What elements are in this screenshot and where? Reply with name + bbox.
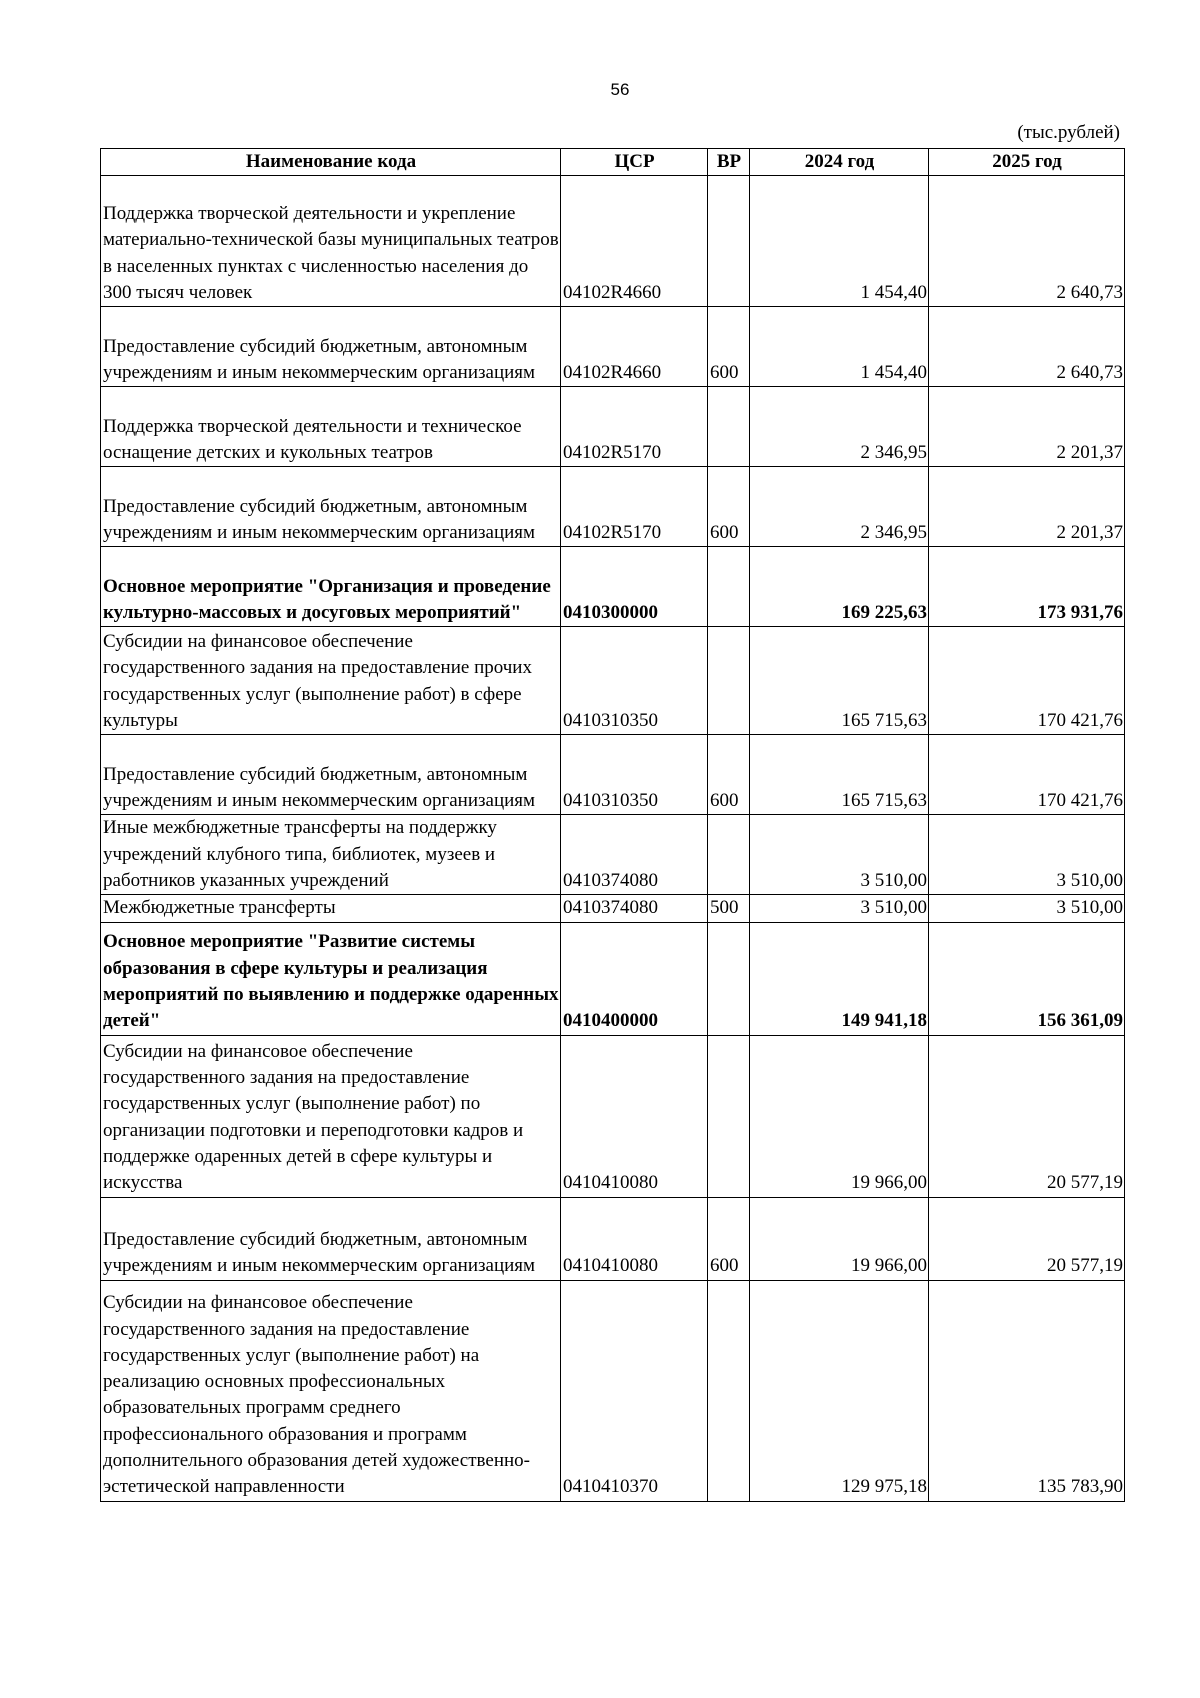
row-name: Иные межбюджетные трансферты на поддержку учреждений клубного типа, библиотек, музеев и работников указанных учреждений xyxy=(101,815,561,895)
row-csr: 04102R4660 xyxy=(561,307,708,387)
table-row xyxy=(101,1197,1125,1280)
row-2025: 2 640,73 xyxy=(929,307,1125,387)
row-vr xyxy=(708,547,750,627)
page-number: 56 xyxy=(610,80,630,99)
row-vr xyxy=(708,815,750,895)
table-row xyxy=(101,547,1125,627)
table-row xyxy=(101,1035,1125,1197)
row-2024: 19 966,00 xyxy=(750,1035,929,1197)
row-name: Субсидии на финансовое обеспечение государственного задания на предоставление государственных услуг (выполнение работ) по организации подготовки и переподготовки кадров и поддержке одаренных детей в сфере культуры и искусства xyxy=(101,1035,561,1197)
row-2024: 149 941,18 xyxy=(750,922,929,1035)
table-row xyxy=(101,895,1125,922)
row-2024: 169 225,63 xyxy=(750,547,929,627)
row-2025: 20 577,19 xyxy=(929,1035,1125,1197)
row-2025: 156 361,09 xyxy=(929,922,1125,1035)
header-row xyxy=(101,149,1125,176)
row-name: Основное мероприятие "Организация и проведение культурно-массовых и досуговых мероприятий" xyxy=(101,547,561,627)
row-vr: 600 xyxy=(708,1197,750,1280)
units-label: (тыс.рублей) xyxy=(1017,122,1120,143)
row-name: Субсидии на финансовое обеспечение государственного задания на предоставление государственных услуг (выполнение работ) на реализацию основных профессиональных образовательных программ среднего профессионального образования и программ дополнительного образования детей художественно-эстетической направленности xyxy=(101,1280,561,1501)
table-row xyxy=(101,1280,1125,1501)
row-csr: 0410374080 xyxy=(561,815,708,895)
row-name: Предоставление субсидий бюджетным, автономным учреждениям и иным некоммерческим организациям xyxy=(101,735,561,815)
row-csr: 0410400000 xyxy=(561,922,708,1035)
row-name: Поддержка творческой деятельности и укрепление материально-технической базы муниципальных театров в населенных пунктах с численностью населения до 300 тысяч человек xyxy=(101,176,561,307)
table-row xyxy=(101,815,1125,895)
row-name: Предоставление субсидий бюджетным, автономным учреждениям и иным некоммерческим организациям xyxy=(101,1197,561,1280)
row-csr: 04102R5170 xyxy=(561,467,708,547)
row-csr: 0410310350 xyxy=(561,735,708,815)
table-body xyxy=(101,176,1125,1501)
row-2025: 2 201,37 xyxy=(929,387,1125,467)
row-vr xyxy=(708,387,750,467)
row-vr: 600 xyxy=(708,735,750,815)
row-csr: 0410410370 xyxy=(561,1280,708,1501)
table-row xyxy=(101,387,1125,467)
row-csr: 0410410080 xyxy=(561,1197,708,1280)
row-csr: 0410300000 xyxy=(561,547,708,627)
row-vr: 600 xyxy=(708,307,750,387)
row-2024: 19 966,00 xyxy=(750,1197,929,1280)
row-vr: 600 xyxy=(708,467,750,547)
row-name: Предоставление субсидий бюджетным, автономным учреждениям и иным некоммерческим организациям xyxy=(101,307,561,387)
header-vr: ВР xyxy=(708,149,750,176)
row-2025: 173 931,76 xyxy=(929,547,1125,627)
row-2025: 170 421,76 xyxy=(929,627,1125,735)
row-vr xyxy=(708,1035,750,1197)
header-csr: ЦСР xyxy=(561,149,708,176)
row-name: Межбюджетные трансферты xyxy=(101,895,561,922)
table-row xyxy=(101,307,1125,387)
row-csr: 04102R4660 xyxy=(561,176,708,307)
header-2024: 2024 год xyxy=(750,149,929,176)
header-name: Наименование кода xyxy=(101,149,561,176)
row-2024: 165 715,63 xyxy=(750,627,929,735)
row-2024: 3 510,00 xyxy=(750,815,929,895)
row-name: Предоставление субсидий бюджетным, автономным учреждениям и иным некоммерческим организациям xyxy=(101,467,561,547)
table-row xyxy=(101,467,1125,547)
row-2025: 3 510,00 xyxy=(929,815,1125,895)
table-row xyxy=(101,176,1125,307)
row-2025: 135 783,90 xyxy=(929,1280,1125,1501)
row-2024: 1 454,40 xyxy=(750,176,929,307)
row-csr: 0410410080 xyxy=(561,1035,708,1197)
row-csr: 0410310350 xyxy=(561,627,708,735)
budget-table xyxy=(100,148,1125,1502)
row-csr: 0410374080 xyxy=(561,895,708,922)
row-name: Субсидии на финансовое обеспечение государственного задания на предоставление прочих государственных услуг (выполнение работ) в сфере культуры xyxy=(101,627,561,735)
row-2024: 129 975,18 xyxy=(750,1280,929,1501)
row-2025: 2 201,37 xyxy=(929,467,1125,547)
row-2025: 2 640,73 xyxy=(929,176,1125,307)
table-row xyxy=(101,627,1125,735)
row-csr: 04102R5170 xyxy=(561,387,708,467)
row-2024: 3 510,00 xyxy=(750,895,929,922)
row-2025: 3 510,00 xyxy=(929,895,1125,922)
row-name: Поддержка творческой деятельности и техническое оснащение детских и кукольных театров xyxy=(101,387,561,467)
table-row xyxy=(101,735,1125,815)
row-2024: 165 715,63 xyxy=(750,735,929,815)
row-vr xyxy=(708,922,750,1035)
row-2024: 1 454,40 xyxy=(750,307,929,387)
row-name: Основное мероприятие "Развитие системы образования в сфере культуры и реализация мероприятий по выявлению и поддержке одаренных детей" xyxy=(101,922,561,1035)
header-2025: 2025 год xyxy=(929,149,1125,176)
row-2025: 170 421,76 xyxy=(929,735,1125,815)
row-vr xyxy=(708,1280,750,1501)
row-2024: 2 346,95 xyxy=(750,387,929,467)
row-2025: 20 577,19 xyxy=(929,1197,1125,1280)
table-row xyxy=(101,922,1125,1035)
row-2024: 2 346,95 xyxy=(750,467,929,547)
row-vr xyxy=(708,176,750,307)
row-vr xyxy=(708,627,750,735)
row-vr: 500 xyxy=(708,895,750,922)
